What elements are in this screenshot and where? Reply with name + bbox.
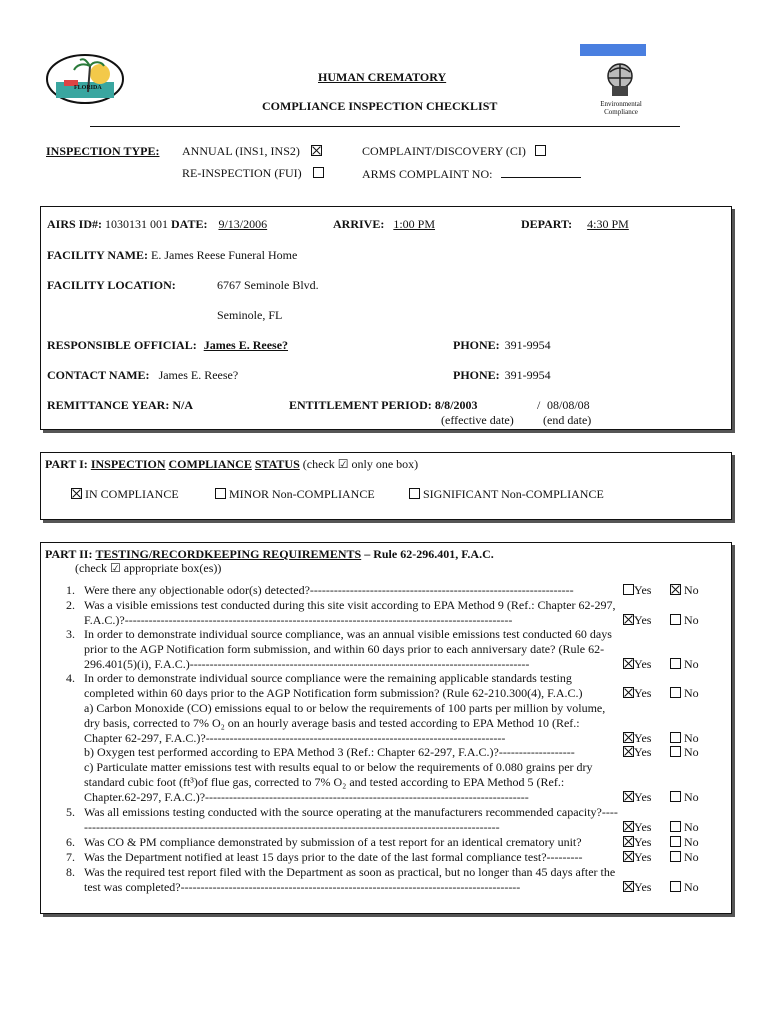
- part1-title-1: INSPECTION: [90, 457, 166, 471]
- yes-label: Yes: [634, 583, 652, 597]
- facility-name-label: FACILITY NAME:: [47, 248, 148, 262]
- no-option: [670, 745, 699, 760]
- phone-1: [453, 338, 551, 353]
- no-option: [670, 880, 699, 895]
- facility-name: [47, 248, 297, 263]
- no-checkbox[interactable]: [670, 836, 681, 847]
- yes-checkbox[interactable]: [623, 658, 634, 669]
- yes-option: [623, 790, 651, 805]
- entitlement-end: 08/08/08: [547, 398, 590, 412]
- no-label: No: [684, 657, 699, 671]
- complaint-option: [362, 144, 546, 159]
- entitlement-separator: /: [537, 398, 541, 412]
- part2-rule: – Rule 62-296.401, F.A.C.: [364, 547, 494, 561]
- phone-1-label: PHONE:: [453, 338, 500, 352]
- significant-noncompliance-option: [409, 487, 604, 502]
- part2-note-post: appropriate box(es)): [123, 561, 222, 575]
- yes-checkbox[interactable]: [623, 687, 634, 698]
- yes-label: Yes: [634, 880, 652, 894]
- yes-checkbox[interactable]: [623, 732, 634, 743]
- no-checkbox[interactable]: [670, 658, 681, 669]
- yes-checkbox[interactable]: [623, 851, 634, 862]
- question-text: Were there any objectionable odor(s) detected?------------------------------------------------------------------: [84, 583, 574, 597]
- no-label: No: [684, 686, 699, 700]
- yes-option: [623, 835, 651, 850]
- yes-option: [623, 745, 651, 760]
- question-number: 7.: [66, 850, 75, 864]
- no-option: [670, 686, 699, 701]
- header-accent-bar: [580, 44, 646, 56]
- complaint-label: COMPLAINT/DISCOVERY (CI): [362, 144, 526, 158]
- part2-title: TESTING/RECORDKEEPING REQUIREMENTS: [95, 547, 362, 561]
- yes-checkbox[interactable]: [623, 614, 634, 625]
- no-label: No: [684, 583, 699, 597]
- minor-noncompliance-checkbox[interactable]: [215, 488, 226, 499]
- no-checkbox[interactable]: [670, 732, 681, 743]
- no-checkbox[interactable]: [670, 881, 681, 892]
- no-checkbox[interactable]: [670, 851, 681, 862]
- phone-2: [453, 368, 551, 383]
- contact-value: James E. Reese?: [158, 368, 239, 382]
- no-label: No: [684, 745, 699, 759]
- yes-checkbox[interactable]: [623, 836, 634, 847]
- no-checkbox[interactable]: [670, 687, 681, 698]
- question-text: Was a visible emissions test conducted during this site visit according to EPA Method 9 (Ref.: Chapter 62-297, F.A.C.)?-------------------------------------------------------------------------------------------------: [84, 598, 616, 627]
- yes-checkbox[interactable]: [623, 821, 634, 832]
- no-checkbox[interactable]: [670, 791, 681, 802]
- phone-2-label: PHONE:: [453, 368, 500, 382]
- contact-label: CONTACT NAME:: [47, 368, 150, 382]
- yes-label: Yes: [634, 657, 652, 671]
- yes-label: Yes: [634, 835, 652, 849]
- part1-note-pre: (check: [302, 457, 335, 471]
- form-subtitle: COMPLIANCE INSPECTION CHECKLIST: [262, 99, 498, 113]
- date-label: DATE:: [171, 217, 208, 231]
- yes-option: [623, 686, 651, 701]
- in-compliance-label: IN COMPLIANCE: [85, 487, 179, 501]
- official-value: James E. Reese?: [203, 338, 289, 352]
- depart-time: [521, 217, 659, 232]
- no-label: No: [684, 613, 699, 627]
- facility-location-line1: 6767 Seminole Blvd.: [217, 278, 319, 292]
- yes-label: Yes: [634, 686, 652, 700]
- no-option: [670, 613, 699, 628]
- official-label: RESPONSIBLE OFFICIAL:: [47, 338, 197, 352]
- part1-panel: [40, 452, 732, 520]
- depart-value: 4:30 PM: [587, 217, 629, 231]
- header-divider: [90, 126, 680, 127]
- annual-option: [182, 144, 322, 159]
- part1-title-2: COMPLIANCE: [168, 457, 252, 471]
- no-option: [670, 820, 699, 835]
- no-checkbox[interactable]: [670, 584, 681, 595]
- date-value: 9/13/2006: [218, 217, 268, 231]
- airs-id: [47, 217, 271, 232]
- yes-label: Yes: [634, 613, 652, 627]
- no-label: No: [684, 790, 699, 804]
- question-number: 8.: [66, 865, 75, 879]
- arms-field[interactable]: [501, 166, 581, 178]
- reinspection-checkbox[interactable]: [313, 167, 324, 178]
- environmental-compliance-logo: [594, 60, 650, 116]
- yes-label: Yes: [634, 790, 652, 804]
- question-text: In order to demonstrate individual source compliance, was an annual visible emissions test conducted 60 days prior to the AGP Notification form submission, and within 60 days prior to each anniversary date? (Rule 62-296.401(5)(i), F.A.C.)-------------------------------------------------------------------------------------: [84, 627, 612, 671]
- significant-noncompliance-label: SIGNIFICANT Non-COMPLIANCE: [423, 487, 604, 501]
- phone-1-value: 391-9954: [504, 338, 551, 352]
- part2-note: [75, 561, 221, 576]
- facility-info-panel: [40, 206, 732, 430]
- no-checkbox[interactable]: [670, 746, 681, 757]
- no-checkbox[interactable]: [670, 614, 681, 625]
- in-compliance-checkbox[interactable]: [71, 488, 82, 499]
- no-option: [670, 731, 699, 746]
- check-mark-icon: ☑: [109, 561, 121, 575]
- question-text: c) Particulate matter emissions test with results equal to or below the requirements of 0.080 grains per dry standard cubic foot (ft³)of flue gas, corrected to 7% O₂ and tested according to EPA Method 5 (Ref.: Chapter.62-297, F.A.C.)?---------------------------------------------------------------------------------: [84, 760, 593, 804]
- complaint-checkbox[interactable]: [535, 145, 546, 156]
- minor-noncompliance-option: [215, 487, 375, 502]
- question-number: 2.: [66, 598, 75, 612]
- remittance-label: REMITTANCE YEAR:: [47, 398, 170, 412]
- remittance-year: [47, 398, 193, 413]
- form-title: HUMAN CREMATORY: [318, 70, 447, 84]
- no-option: [670, 583, 699, 598]
- arms-complaint: [362, 166, 581, 182]
- in-compliance-option: [71, 487, 179, 502]
- reinspection-option: [182, 166, 324, 181]
- arrive-value: 1:00 PM: [393, 217, 436, 231]
- minor-noncompliance-label: MINOR Non-COMPLIANCE: [229, 487, 375, 501]
- airs-value: 1030131 001: [105, 217, 169, 231]
- part1-prefix: PART I:: [45, 457, 88, 471]
- inspection-type-label: INSPECTION TYPE:: [46, 144, 160, 158]
- facility-name-value: E. James Reese Funeral Home: [151, 248, 298, 262]
- no-label: No: [684, 850, 699, 864]
- contact-name: [47, 368, 238, 383]
- part1-heading: [45, 457, 418, 472]
- question-number: 4.: [66, 671, 75, 685]
- entitlement-period: [289, 398, 477, 413]
- question-text: b) Oxygen test performed according to EPA Method 3 (Ref.: Chapter 62-297, F.A.C.)?-------------------: [84, 745, 575, 759]
- question-text: In order to demonstrate individual source compliance were the remaining applicable standards testing completed within 60 days prior to the AGP Notification form submission? (Rule 62-210.300(4), F.A.C.): [84, 671, 583, 700]
- question-number: 5.: [66, 805, 75, 819]
- yes-checkbox[interactable]: [623, 746, 634, 757]
- question-number: 6.: [66, 835, 75, 849]
- yes-label: Yes: [634, 731, 652, 745]
- yes-option: [623, 850, 651, 865]
- responsible-official: [47, 338, 288, 353]
- annual-label: ANNUAL (INS1, INS2): [182, 144, 300, 158]
- significant-noncompliance-checkbox[interactable]: [409, 488, 420, 499]
- yes-option: [623, 583, 651, 598]
- yes-label: Yes: [634, 850, 652, 864]
- phone-2-value: 391-9954: [504, 368, 551, 382]
- part1-note-post: only one box): [351, 457, 419, 471]
- reinspection-label: RE-INSPECTION (FUI): [182, 166, 302, 180]
- effective-date-label: (effective date): [441, 413, 514, 427]
- yes-checkbox[interactable]: [623, 881, 634, 892]
- no-label: No: [684, 880, 699, 894]
- florida-logo-text: FLORIDA: [74, 85, 102, 91]
- question-text: Was CO & PM compliance demonstrated by submission of a test report for an identical crematory unit?: [84, 835, 582, 849]
- arrive-time: [333, 217, 481, 232]
- question-number: 1.: [66, 583, 75, 597]
- remittance-value: N/A: [172, 398, 194, 412]
- no-option: [670, 850, 699, 865]
- arrive-label: ARRIVE:: [333, 217, 385, 231]
- yes-option: [623, 820, 651, 835]
- yes-label: Yes: [634, 745, 652, 759]
- question-text: Was the required test report filed with the Department as soon as practical, but no longer than 45 days after the test was completed?-------------------------------------------------------------------------------------: [84, 865, 616, 894]
- no-label: No: [684, 731, 699, 745]
- yes-checkbox[interactable]: [623, 791, 634, 802]
- part2-note-pre: (check: [75, 561, 107, 575]
- entitlement-label: ENTITLEMENT PERIOD:: [289, 398, 432, 412]
- no-checkbox[interactable]: [670, 821, 681, 832]
- arms-label: ARMS COMPLAINT NO:: [362, 167, 493, 181]
- facility-location-label: FACILITY LOCATION:: [47, 278, 176, 292]
- airs-label: AIRS ID#:: [47, 217, 103, 231]
- right-logo-text: Environmental Compliance: [600, 100, 642, 116]
- check-mark-icon: ☑: [337, 457, 349, 471]
- no-label: No: [684, 820, 699, 834]
- no-option: [670, 790, 699, 805]
- depart-label: DEPART:: [521, 217, 573, 231]
- annual-checkbox[interactable]: [311, 145, 322, 156]
- question-text: a) Carbon Monoxide (CO) emissions equal to or below the requirements of 100 parts per million by volume, dry basis, corrected to 7% O₂ on an hourly average basis and tested according to EPA Method 10 (Ref.: Chapter 62-297, F.A.C.)?---------------------------------------------------------------------------: [84, 701, 606, 745]
- yes-option: [623, 880, 651, 895]
- question-number: 3.: [66, 627, 75, 641]
- no-label: No: [684, 835, 699, 849]
- no-option: [670, 657, 699, 672]
- question-text: Was all emissions testing conducted with the source operating at the manufacturers recommended capacity?------------------------------------------------------------------------------------------------------------: [84, 805, 618, 834]
- part2-prefix: PART II:: [45, 547, 93, 561]
- yes-checkbox[interactable]: [623, 584, 634, 595]
- question-text: Was the Department notified at least 15 days prior to the date of the last formal compliance test?---------: [84, 850, 583, 864]
- florida-logo: [44, 52, 126, 106]
- yes-option: [623, 731, 651, 746]
- part1-title-3: STATUS: [254, 457, 300, 471]
- yes-option: [623, 613, 651, 628]
- yes-label: Yes: [634, 820, 652, 834]
- part2-heading: [45, 547, 494, 562]
- yes-option: [623, 657, 651, 672]
- end-date-label: (end date): [543, 413, 592, 427]
- facility-location-line2: Seminole, FL: [217, 308, 283, 322]
- no-option: [670, 835, 699, 850]
- entitlement-start: 8/8/2003: [434, 398, 478, 412]
